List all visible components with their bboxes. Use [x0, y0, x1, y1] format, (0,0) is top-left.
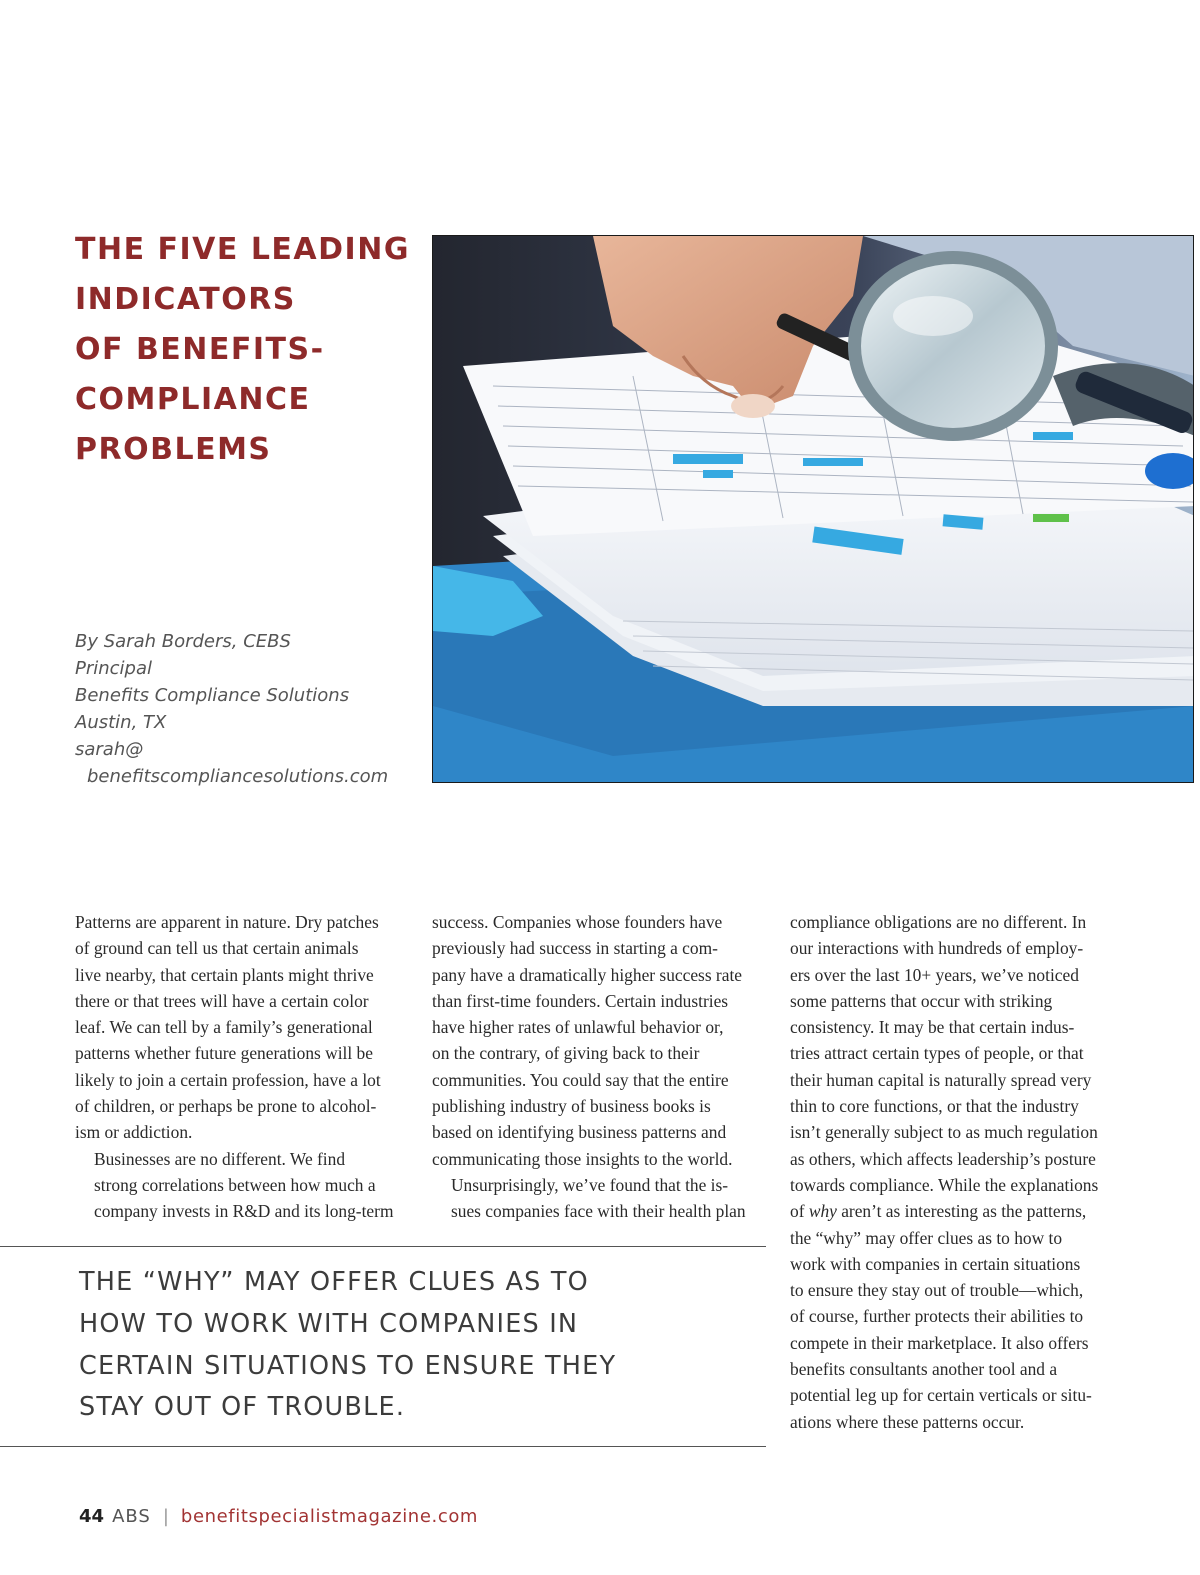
text-fragment: of: [790, 1201, 809, 1222]
author-byline: [75, 628, 420, 790]
text-line: likely to join a certain profession, have a lot: [75, 1069, 381, 1090]
article-title: [75, 225, 415, 475]
page-footer: [79, 1502, 478, 1532]
title-line: OF BENEFITS-: [75, 332, 325, 367]
text-line: communities. You could say that the entire: [432, 1069, 729, 1090]
pullquote-line: CERTAIN SITUATIONS TO ENSURE THEY: [79, 1350, 617, 1381]
hero-photo-magnifying-glass-documents: [432, 235, 1194, 783]
footer-separator: |: [162, 1506, 169, 1527]
paragraph: [432, 1172, 767, 1225]
website-link[interactable]: benefitspecialistmagazine.com: [180, 1506, 479, 1527]
title-line: PROBLEMS: [75, 432, 272, 467]
paragraph: [75, 909, 405, 1146]
pullquote-line: STAY OUT OF TROUBLE.: [79, 1392, 406, 1423]
text-line: potential leg up for certain verticals or situ-: [790, 1385, 1092, 1406]
text-line: some patterns that occur with striking: [790, 990, 1053, 1011]
text-line: thin to core functions, or that the industry: [790, 1096, 1079, 1117]
author-email-user: sarah@: [75, 739, 144, 760]
text-line: tries attract certain types of people, or that: [790, 1043, 1084, 1064]
text-line: have higher rates of unlawful behavior or,: [432, 1017, 724, 1038]
body-column-3: [790, 909, 1125, 1435]
text-line: leaf. We can tell by a family’s generational: [75, 1017, 373, 1038]
text-line: Patterns are apparent in nature. Dry patches: [75, 912, 379, 932]
text-line: Unsurprisingly, we’ve found that the is-: [451, 1174, 729, 1195]
text-line: of ground can tell us that certain animals: [75, 938, 359, 959]
text-line: previously had success in starting a com-: [432, 938, 718, 959]
text-line: patterns whether future generations will be: [75, 1043, 373, 1064]
title-line: COMPLIANCE: [75, 382, 311, 417]
author-role: Principal: [75, 658, 153, 679]
text-line: ism or addiction.: [75, 1122, 193, 1143]
text-line: Businesses are no different. We find: [94, 1148, 346, 1169]
text-line: the “why” may offer clues as to how to: [790, 1227, 1063, 1248]
text-line: compliance obligations are no different. In: [790, 912, 1087, 932]
text-line: ers over the last 10+ years, we’ve noticed: [790, 964, 1079, 985]
author-email-domain: benefitscompliancesolutions.com: [87, 766, 389, 787]
author-company: Benefits Compliance Solutions: [75, 685, 350, 706]
paragraph: [432, 909, 767, 1172]
text-line: sues companies face with their health plan: [451, 1201, 746, 1222]
paragraph: [790, 909, 1125, 1435]
text-line: compete in their marketplace. It also offers: [790, 1332, 1089, 1353]
text-line: company invests in R&D and its long-term: [94, 1201, 394, 1222]
text-line: publishing industry of business books is: [432, 1096, 711, 1117]
text-line: strong correlations between how much a: [94, 1174, 376, 1195]
text-line: isn’t generally subject to as much regulation: [790, 1122, 1098, 1143]
pullquote-top-rule: [0, 1246, 766, 1247]
text-line: consistency. It may be that certain indus-: [790, 1017, 1075, 1038]
text-line: communicating those insights to the world.: [432, 1148, 733, 1169]
text-line: their human capital is naturally spread very: [790, 1069, 1092, 1090]
title-line: INDICATORS: [75, 282, 296, 317]
body-column-1: [75, 909, 405, 1225]
page-number: 44: [79, 1506, 105, 1527]
text-line: based on identifying business patterns and: [432, 1122, 727, 1143]
emphasis-why: why: [808, 1201, 837, 1222]
pullquote-line: HOW TO WORK WITH COMPANIES IN: [79, 1308, 579, 1339]
text-line: live nearby, that certain plants might thrive: [75, 964, 374, 985]
author-location: Austin, TX: [75, 712, 167, 733]
text-line: of children, or perhaps be prone to alcohol-: [75, 1096, 377, 1117]
text-line: benefits consultants another tool and a: [790, 1359, 1058, 1380]
text-fragment: aren’t as interesting as the patterns,: [836, 1201, 1087, 1222]
text-line: as others, which affects leadership’s posture: [790, 1148, 1096, 1169]
text-line: [790, 1198, 1125, 1224]
title-line: THE FIVE LEADING: [75, 232, 410, 267]
body-column-2: [432, 909, 767, 1225]
text-line: pany have a dramatically higher success rate: [432, 964, 742, 985]
author-name: By Sarah Borders, CEBS: [75, 631, 291, 652]
pullquote: [79, 1262, 739, 1429]
text-line: of course, further protects their abilities to: [790, 1306, 1084, 1327]
text-line: work with companies in certain situations: [790, 1253, 1081, 1274]
text-line: than first-time founders. Certain industries: [432, 990, 729, 1011]
paragraph: [75, 1146, 405, 1225]
pullquote-bottom-rule: [0, 1446, 766, 1447]
text-line: to ensure they stay out of trouble—which,: [790, 1280, 1084, 1301]
pullquote-line: THE “WHY” MAY OFFER CLUES AS TO: [79, 1267, 589, 1297]
text-line: towards compliance. While the explanations: [790, 1174, 1099, 1195]
text-line: there or that trees will have a certain color: [75, 990, 369, 1011]
text-line: ations where these patterns occur.: [790, 1411, 1025, 1432]
text-line: our interactions with hundreds of employ-: [790, 938, 1084, 959]
magazine-name: ABS: [112, 1506, 151, 1527]
text-line: success. Companies whose founders have: [432, 912, 723, 932]
text-line: on the contrary, of giving back to their: [432, 1043, 700, 1064]
